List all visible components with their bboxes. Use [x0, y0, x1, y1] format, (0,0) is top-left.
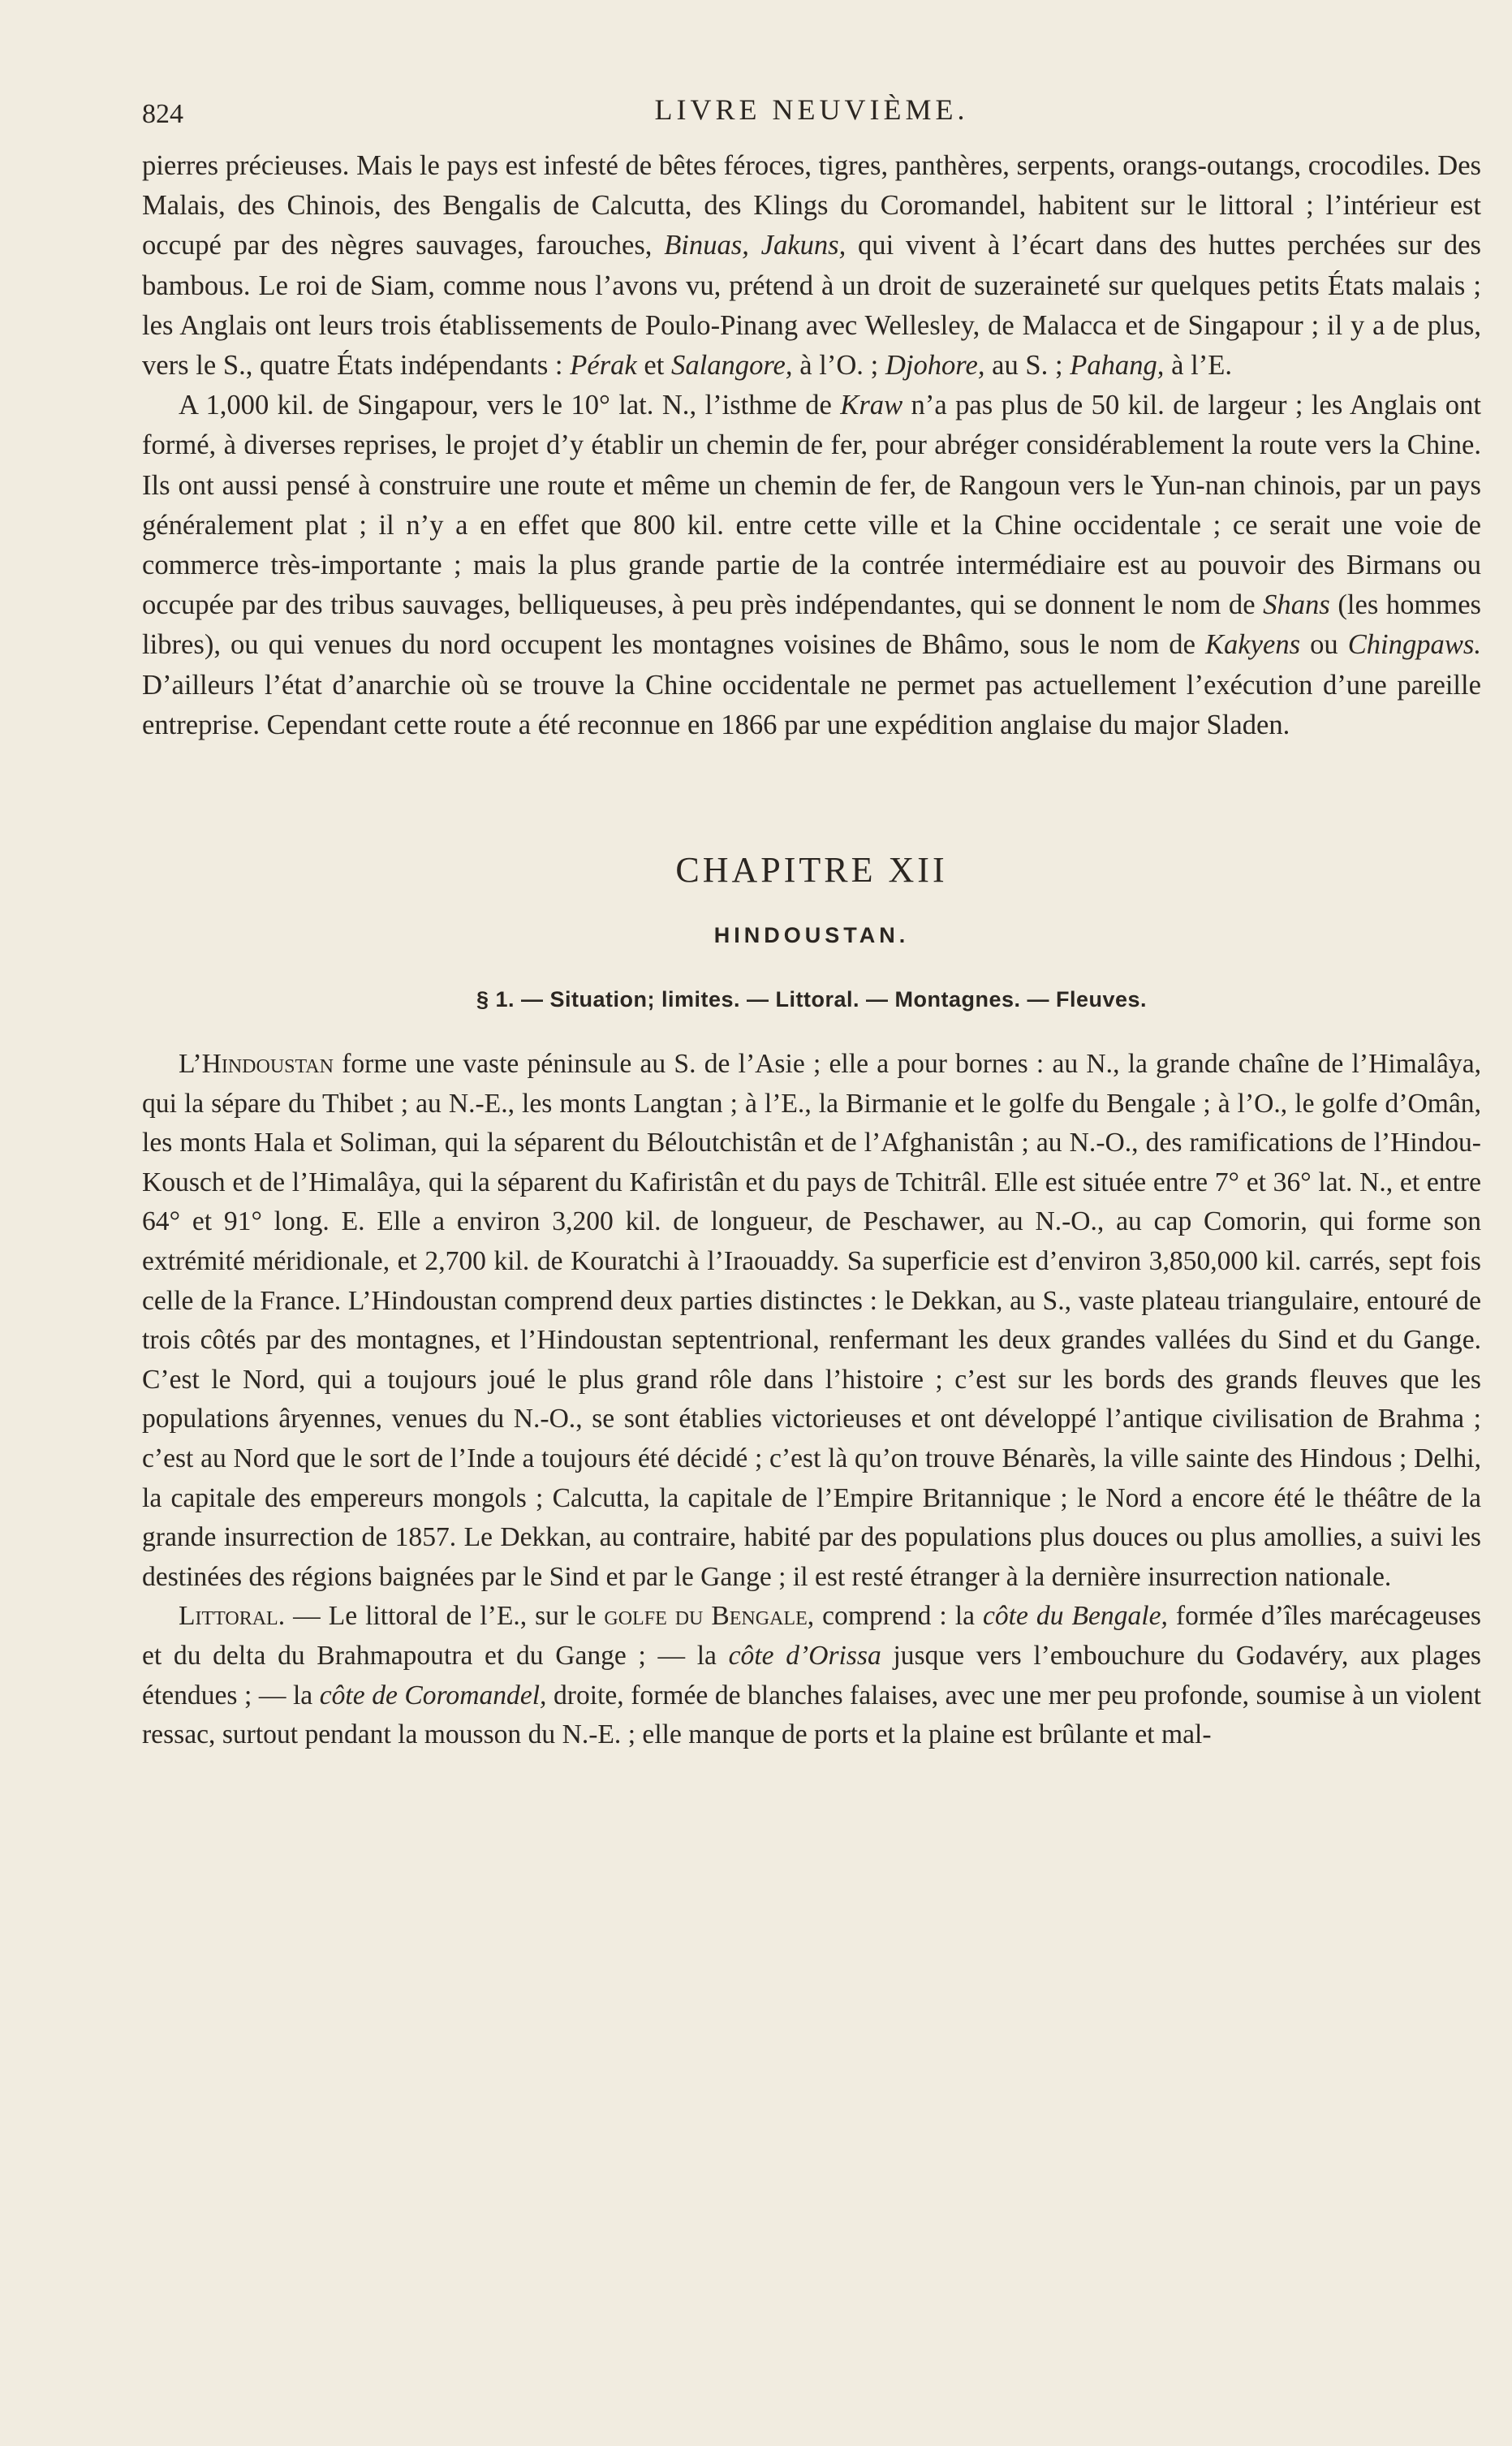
- page: [142, 81, 1481, 1755]
- chapter-subtitle: HINDOUSTAN.: [713, 923, 910, 948]
- book-title: LIVRE NEUVIÈME.: [654, 93, 969, 126]
- paragraph-malay-peninsula: pierres précieuses. Mais le pays est infesté de bêtes féroces, tigres, panthères, serpents, orangs-outangs, crocodiles. Des Malais, des Chinois, des Bengalis de Calcutta, des Klings du Coromandel, habitent sur le littoral ; l’intérieur est occupé par des nègres sauvages, farouches, Binuas, Jakuns, qui vivent à l’écart dans des huttes perchées sur des bambous. Le roi de Siam, comme nous l’avons vu, prétend à un droit de suzeraineté sur quelques petits États malais ; les Anglais ont leurs trois établissements de Poulo-Pinang avec Wellesley, de Malacca et de Singapour ; il y a de plus, vers le S., quatre États indépendants : Pérak et Salangore, à l’O. ; Djohore, au S. ; Pahang, à l’E.: [142, 150, 1481, 382]
- paragraph-hindoustan-situation: L’Hindoustan forme une vaste péninsule au S. de l’Asie ; elle a pour bornes : au N., la grande chaîne de l’Himalâya, qui la sépare du Thibet ; au N.-E., les monts Langtan ; à l’E., la Birmanie et le golfe du Bengale ; à l’O., le golfe d’Omân, les monts Hala et Soliman, qui la séparent du Béloutchistân et de l’Afghanistân ; au N.-O., des ramifications de l’Hindou-Kousch et de l’Himalâya, qui la séparent du Kafiristân et du pays de Tchitrâl. Elle est située entre 7° et 36° lat. N., et entre 64° et 91° long. E. Elle a environ 3,200 kil. de longueur, de Peschawer, au N.-O., au cap Comorin, qui forme son extrémité méridionale, et 2,700 kil. de Kouratchi à l’Iraouaddy. Sa superficie est d’environ 3,850,000 kil. carrés, sept fois celle de la France. L’Hindoustan comprend deux parties distinctes : le Dekkan, au S., vaste plateau triangulaire, entouré de trois côtés par des montagnes, et l’Hindoustan septentrional, renfermant les deux grandes vallées du Sind et du Gange. C’est le Nord, qui a toujours joué le plus grand rôle dans l’histoire ; c’est sur les bords des grands fleuves que les populations âryennes, venues du N.-O., se sont établies victorieuses et ont développé l’antique civilisation de Brahma ; c’est au Nord que le sort de l’Inde a toujours été décidé ; c’est là qu’on trouve Bénarès, la ville sainte des Hindous ; Delhi, la capitale des empereurs mongols ; Calcutta, la capitale de l’Empire Britannique ; le Nord a encore été le théâtre de la grande insurrection de 1857. Le Dekkan, au contraire, habité par des populations plus douces ou plus amollies, a suivi les destinées des régions baignées par le Sind et par le Gange ; il est resté étranger à la dernière insurrection nationale.: [142, 1049, 1481, 1592]
- paragraph-isthme-kraw: A 1,000 kil. de Singapour, vers le 10° lat. N., l’isthme de Kraw n’a pas plus de 50 kil. de largeur ; les Anglais ont formé, à diverses reprises, le projet d’y établir un chemin de fer, pour abréger considérablement la route vers la Chine. Ils ont aussi pensé à construire une route et même un chemin de fer, de Rangoun vers le Yun-nan chinois, par un pays généralement plat ; il n’y a en effet que 800 kil. entre cette ville et la Chine occidentale ; ce serait une voie de commerce très-importante ; mais la plus grande partie de la contrée intermédiaire est au pouvoir des Birmans ou occupée par des tribus sauvages, belliqueuses, à peu près indépendantes, qui se donnent le nom de Shans (les hommes libres), ou qui venues du nord occupent les montagnes voisines de Bhâmo, sous le nom de Kakyens ou Chingpaws. D’ailleurs l’état d’anarchie où se trouve la Chine occidentale ne permet pas actuellement l’exécution d’une pareille entreprise. Cependant cette route a été reconnue en 1866 par une expédition anglaise du major Sladen.: [142, 390, 1482, 740]
- running-head: [142, 81, 1481, 146]
- chapter-title: CHAPITRE XII: [675, 850, 948, 891]
- page-number: 824: [142, 99, 183, 129]
- section-malay-states: [142, 146, 1481, 745]
- section-heading: § 1. — Situation; limites. — Littoral. — Montagnes. — Fleuves.: [476, 987, 1148, 1012]
- section-hindoustan: [142, 1045, 1481, 1755]
- paragraph-littoral: Littoral. — Le littoral de l’E., sur le golfe du Bengale, comprend : la côte du Bengale, formée d’îles marécageuses et du delta du Brahmapoutra et du Gange ; — la côte d’Orissa jusque vers l’embouchure du Godavéry, aux plages étendues ; — la côte de Coromandel, droite, formée de blanches falaises, avec une mer peu profonde, soumise à un violent ressac, surtout pendant la mousson du N.-E. ; elle manque de ports et la plaine est brûlante et mal-: [142, 1601, 1481, 1750]
